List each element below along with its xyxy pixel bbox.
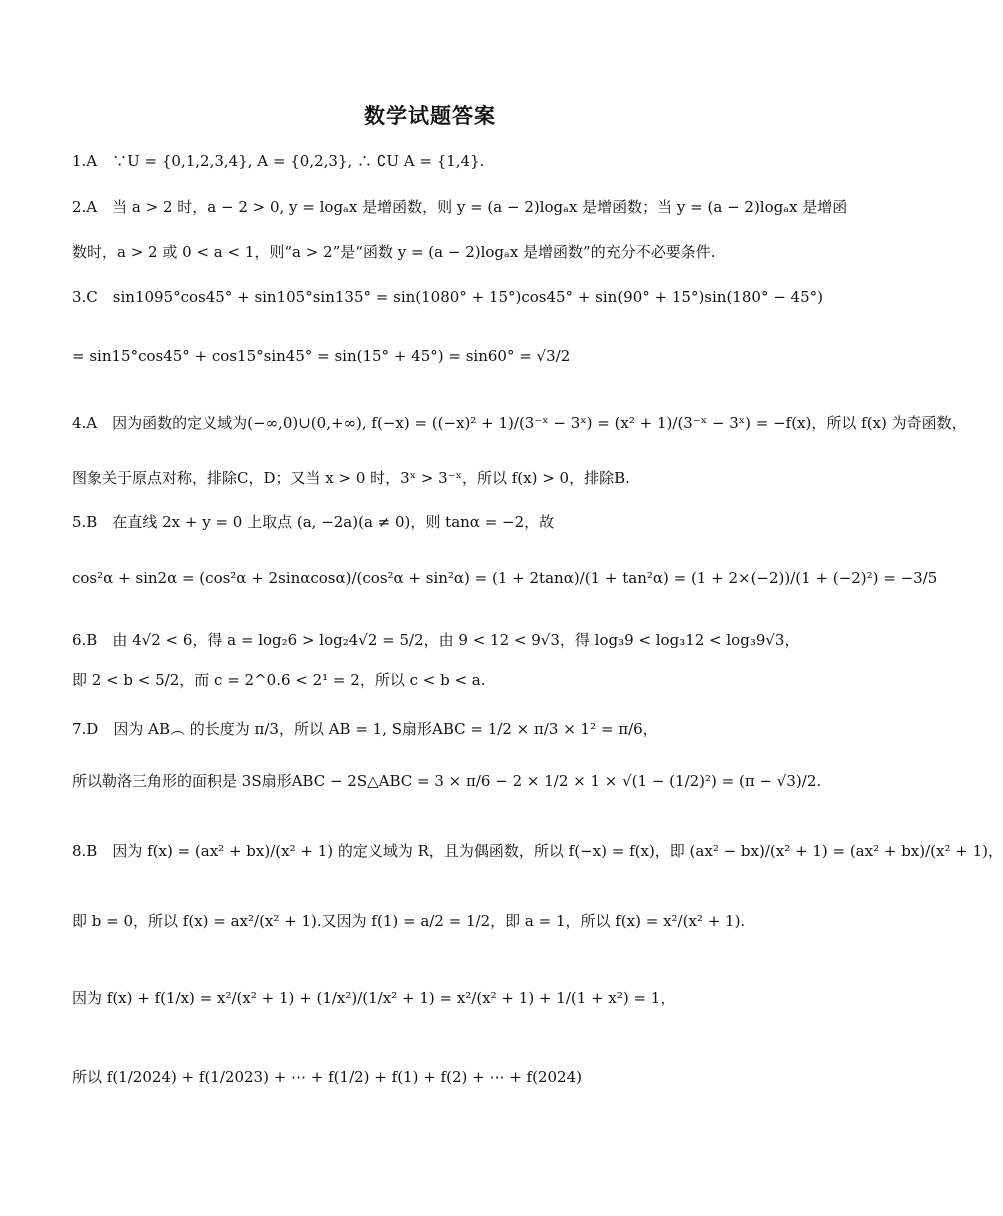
answer-7-line-1: 7.D 因为 AB︵ 的长度为 π/3，所以 AB = 1, S扇形ABC = 1/2 × π/3 × 1² = π/6， — [72, 720, 658, 738]
answer-8-line-2: 即 b = 0，所以 f(x) = ax²/(x² + 1).又因为 f(1) = a/2 = 1/2，即 a = 1，所以 f(x) = x²/(x² + 1). — [72, 912, 746, 930]
answer-8-line-1: 8.B 因为 f(x) = (ax² + bx)/(x² + 1) 的定义域为 R，且为偶函数，所以 f(−x) = f(x)，即 (ax² − bx)/(x² + 1) = (ax² + bx)/(x² + 1)， — [72, 842, 1003, 860]
answer-3-line-1: 3.C sin1095°cos45° + sin105°sin135° = sin(1080° + 15°)cos45° + sin(90° + 15°)sin(180° − 45°) — [72, 288, 823, 306]
answer-8-line-4: 所以 f(1/2024) + f(1/2023) + ⋯ + f(1/2) + f(1) + f(2) + ⋯ + f(2024) — [72, 1068, 582, 1086]
answer-6-line-1: 6.B 由 4√2 < 6，得 a = log₂6 > log₂4√2 = 5/2，由 9 < 12 < 9√3，得 log₃9 < log₃12 < log₃9√3， — [72, 631, 800, 649]
answer-3-line-2: = sin15°cos45° + cos15°sin45° = sin(15° + 45°) = sin60° = √3/2 — [72, 347, 571, 365]
answer-6-line-2: 即 2 < b < 5/2，而 c = 2^0.6 < 2¹ = 2，所以 c < b < a. — [72, 671, 486, 689]
page-title: 数学试题答案 — [364, 104, 496, 128]
answer-7-line-2: 所以勒洛三角形的面积是 3S扇形ABC − 2S△ABC = 3 × π/6 − 2 × 1/2 × 1 × √(1 − (1/2)²) = (π − √3)/2. — [72, 772, 822, 790]
answer-5-line-1: 5.B 在直线 2x + y = 0 上取点 (a, −2a)(a ≠ 0)，则 tanα = −2，故 — [72, 513, 555, 531]
answer-2-line-1: 2.A 当 a > 2 时，a − 2 > 0, y = logₐx 是增函数，则 y = (a − 2)logₐx 是增函数；当 y = (a − 2)logₐx 是增函 — [72, 198, 848, 216]
answer-5-line-2: cos²α + sin2α = (cos²α + 2sinαcosα)/(cos²α + sin²α) = (1 + 2tanα)/(1 + tan²α) = (1 + 2×(−2))/(1 + (−2)²) = −3/5 — [72, 569, 938, 587]
answer-4-line-2: 图象关于原点对称，排除C，D；又当 x > 0 时，3ˣ > 3⁻ˣ，所以 f(x) > 0，排除B. — [72, 469, 630, 487]
answer-1: 1.A ∵U = {0,1,2,3,4}, A = {0,2,3}, ∴ ∁U A = {1,4}. — [72, 152, 485, 170]
answer-8-line-3: 因为 f(x) + f(1/x) = x²/(x² + 1) + (1/x²)/(1/x² + 1) = x²/(x² + 1) + 1/(1 + x²) = 1， — [72, 989, 676, 1007]
answer-2-line-2: 数时，a > 2 或 0 < a < 1，则“a > 2”是“函数 y = (a − 2)logₐx 是增函数”的充分不必要条件. — [72, 243, 716, 261]
answer-4-line-1: 4.A 因为函数的定义域为(−∞,0)∪(0,+∞), f(−x) = ((−x)² + 1)/(3⁻ˣ − 3ˣ) = (x² + 1)/(3⁻ˣ − 3ˣ) = −f(x)，所以 f(x) 为奇函数， — [72, 414, 967, 432]
